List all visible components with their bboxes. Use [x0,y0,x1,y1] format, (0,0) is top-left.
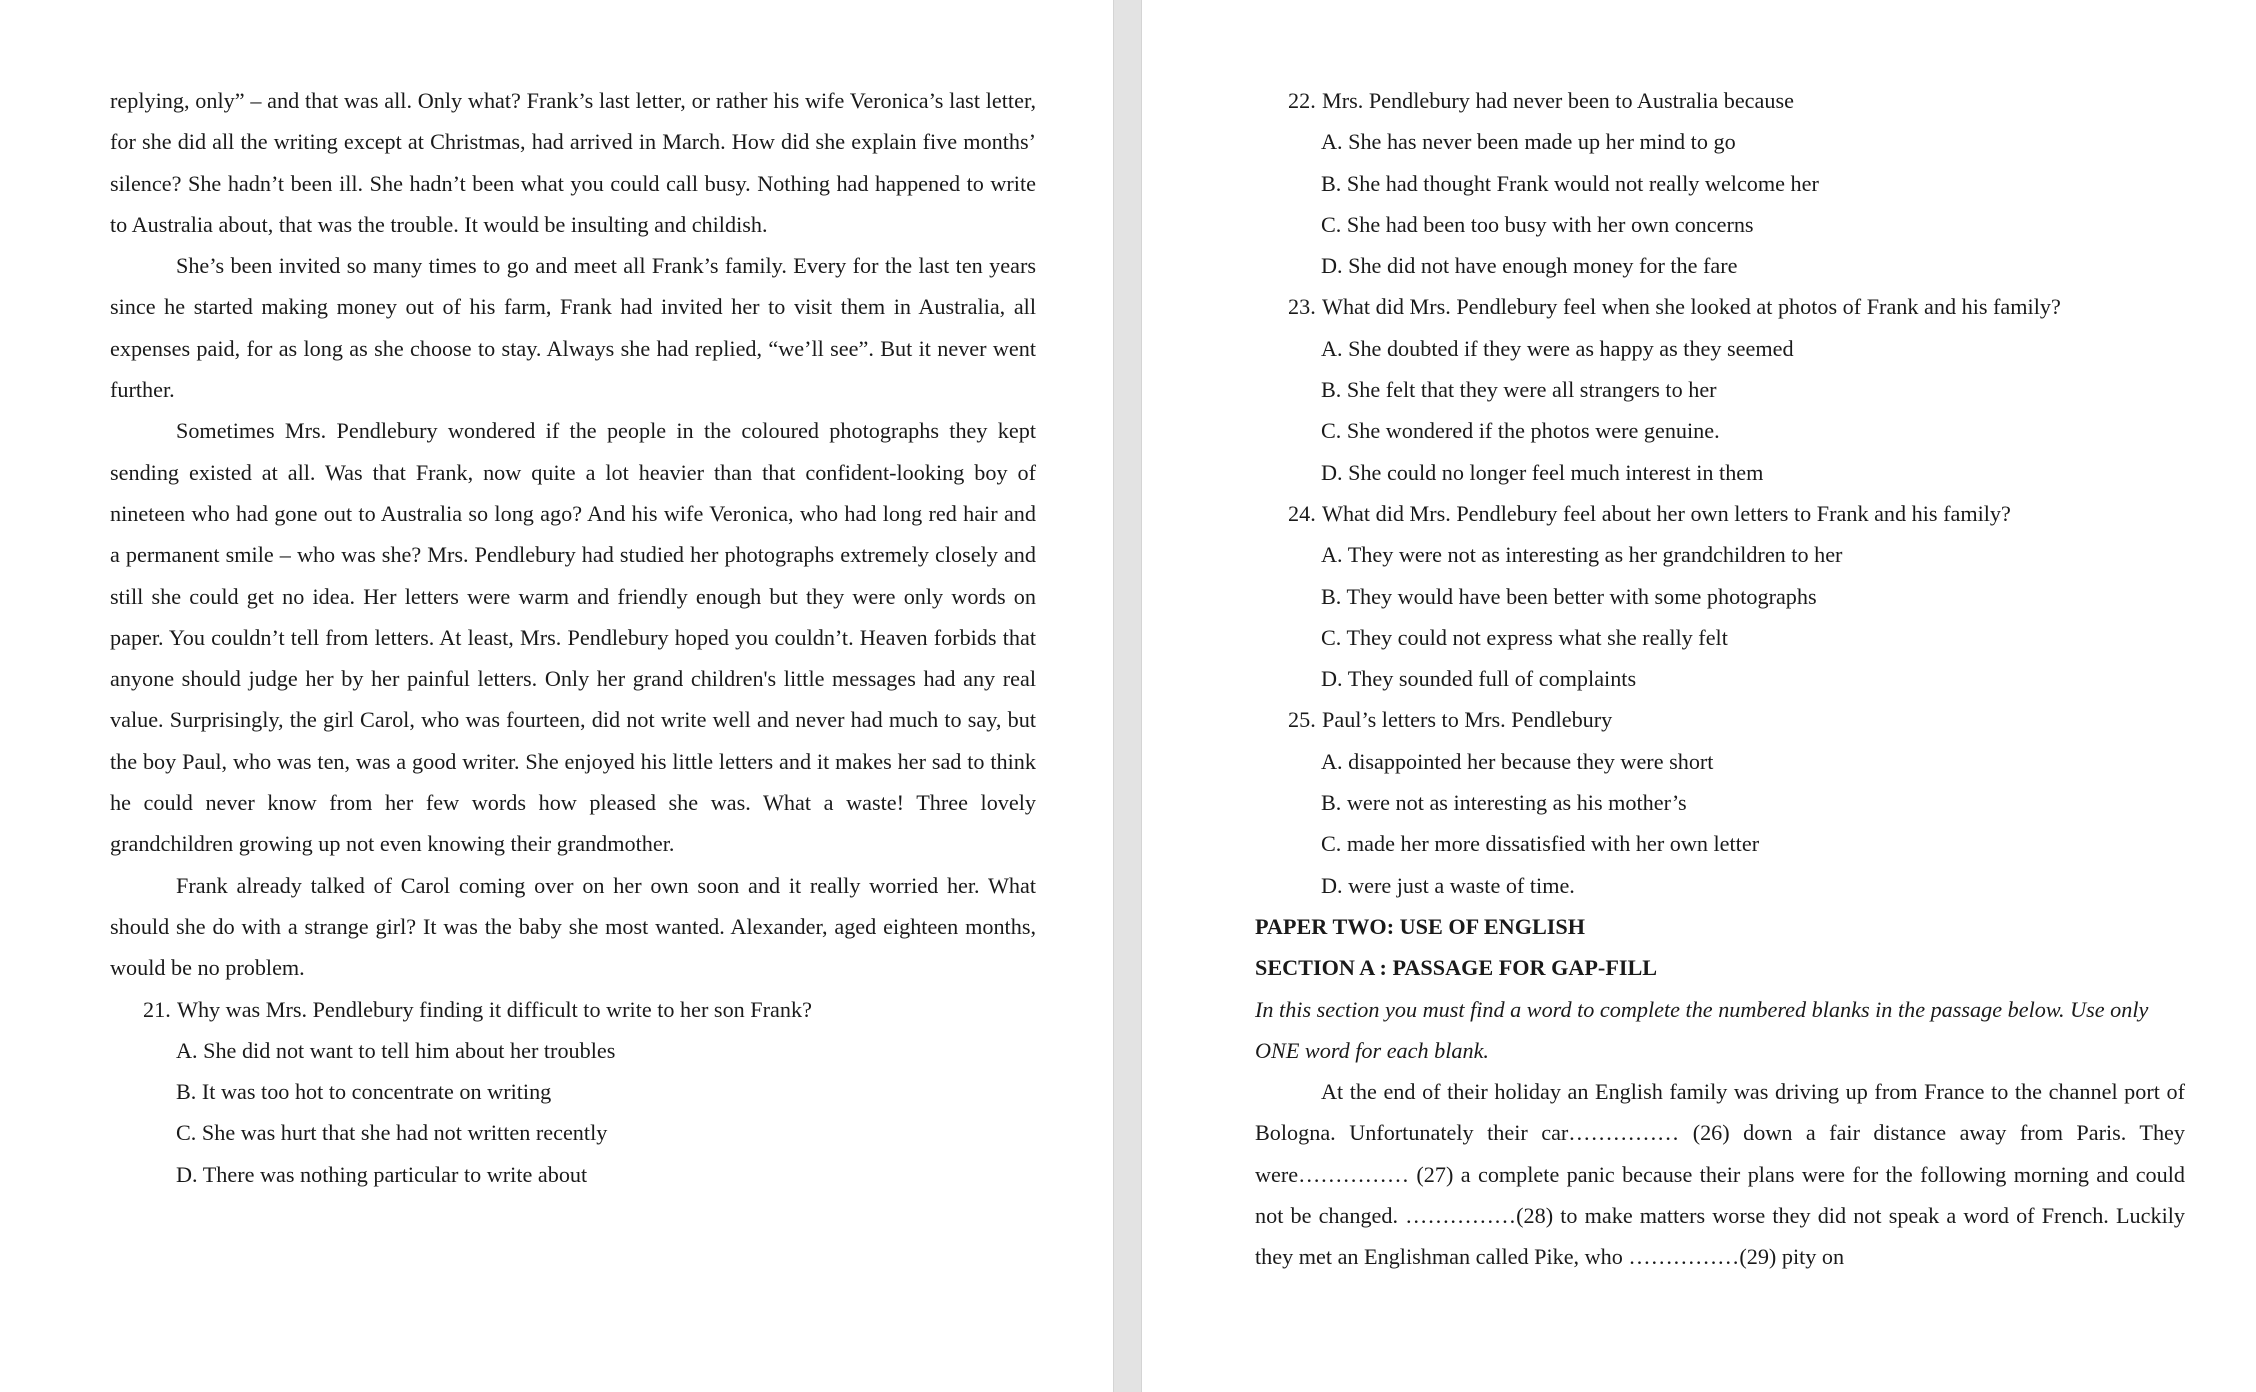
section-heading: SECTION A : PASSAGE FOR GAP-FILL [1255,955,1658,981]
question-number: 25. [1288,707,1316,733]
option-d: D. They sounded full of complaints [1321,666,1637,692]
right-column [1255,80,2185,1278]
option-c: C. She was hurt that she had not written recently [176,1120,608,1146]
option-a: A. She doubted if they were as happy as they seemed [1321,335,1794,361]
option-a: A. They were not as interesting as her grandchildren to her [1321,542,1843,568]
passage-paragraph-2: She’s been invited so many times to go and meet all Frank’s family. Every for the last ten years since he started making money out of his farm, Frank had invited her to visit them in Australia, all expenses paid, for as long as she choose to stay. Always she had replied, “we’ll see”. But it never went further. [110,253,1036,403]
option-d: D. She did not have enough money for the fare [1321,253,1738,279]
option-a: A. disappointed her because they were short [1321,748,1714,774]
option-d: D. There was nothing particular to write about [176,1161,588,1187]
question-text: Mrs. Pendlebury had never been to Australia because [1322,88,1794,113]
option-b: B. They would have been better with some photographs [1321,583,1817,609]
paper-heading: PAPER TWO: USE OF ENGLISH [1255,913,1585,939]
question-25 [1255,699,2185,905]
option-c: C. She wondered if the photos were genuine. [1321,418,1720,444]
question-text: What did Mrs. Pendlebury feel about her own letters to Frank and his family? [1322,500,2011,526]
passage-paragraph-1: replying, only” – and that was all. Only what? Frank’s last letter, or rather his wife Veronica’s last letter, for she did all the writing except at Christmas, had arrived in March. How did she explain five months’ silence? She hadn’t been ill. She hadn’t been what you could call busy. Nothing had happened to write to Australia about, that was the trouble. It would be insulting and childish. [110,88,1036,237]
left-column [110,80,1036,1195]
option-d: D. She could no longer feel much interest in them [1321,459,1764,485]
passage-paragraph-3: Sometimes Mrs. Pendlebury wondered if the people in the coloured photographs they kept sending existed at all. Was that Frank, now quite a lot heavier than that confident-looking boy of nineteen who had gone out to Australia so long ago? And his wife Veronica, who had long red hair and a permanent smile – who was she? Mrs. Pendlebury had studied her photographs extremely closely and still she could get no idea. Her letters were warm and friendly enough but they were only words on paper. You couldn’t tell from letters. At least, Mrs. Pendlebury hoped you couldn’t. Heaven forbids that anyone should judge her by her painful letters. Only her grand children's little messages had any real value. Surprisingly, the girl Carol, who was fourteen, did not write well and never had much to say, but the boy Paul, who was ten, was a good writer. She enjoyed his little letters and it makes her sad to think he could never know from her few words how pleased she was. What a waste! Three lovely grandchildren growing up not even knowing their grandmother. [110,418,1036,857]
question-number: 24. [1288,500,1316,526]
option-a: A. She did not want to tell him about her troubles [176,1037,616,1063]
page-gutter [1113,0,1142,1392]
section-instruction: In this section you must find a word to complete the numbered blanks in the passage below. Use only ONE word for each blank. [1255,996,2149,1063]
passage-paragraph-4: Frank already talked of Carol coming over on her own soon and it really worried her. What should she do with a strange girl? It was the baby she most wanted. Alexander, aged eighteen months, would be no problem. [110,872,1036,981]
question-text: Why was Mrs. Pendlebury finding it difficult to write to her son Frank? [177,996,812,1022]
option-d: D. were just a waste of time. [1321,872,1575,898]
option-c: C. They could not express what she really felt [1321,624,1728,650]
question-21 [110,989,1036,1195]
option-b: B. She felt that they were all strangers to her [1321,377,1717,403]
gap-fill-passage: At the end of their holiday an English family was driving up from France to the channel port of Bologna. Unfortunately their car…………… (26) down a fair distance away from Paris. They were…………… (27) a complete panic because their plans were for the following morning and could not be changed. ……………(28) to make matters worse they did not speak a word of French. Luckily they met an Englishman called Pike, who ……………(29) pity on [1255,1079,2185,1270]
option-a: A. She has never been made up her mind to go [1321,129,1736,155]
question-23 [1255,286,2185,492]
option-b: B. She had thought Frank would not really welcome her [1321,170,1819,196]
option-c: C. She had been too busy with her own concerns [1321,211,1754,237]
question-text: What did Mrs. Pendlebury feel when she looked at photos of Frank and his family? [1322,294,2061,320]
option-c: C. made her more dissatisfied with her own letter [1321,831,1760,857]
right-page [1142,0,2256,1392]
option-b: B. It was too hot to concentrate on writing [176,1079,552,1105]
question-number: 21. [143,996,171,1022]
question-number: 23. [1288,294,1316,320]
left-page [0,0,1113,1392]
question-number: 22. [1288,88,1316,113]
question-24 [1255,493,2185,699]
question-22 [1255,80,2185,286]
option-b: B. were not as interesting as his mother’s [1321,790,1687,816]
question-text: Paul’s letters to Mrs. Pendlebury [1322,707,1613,733]
